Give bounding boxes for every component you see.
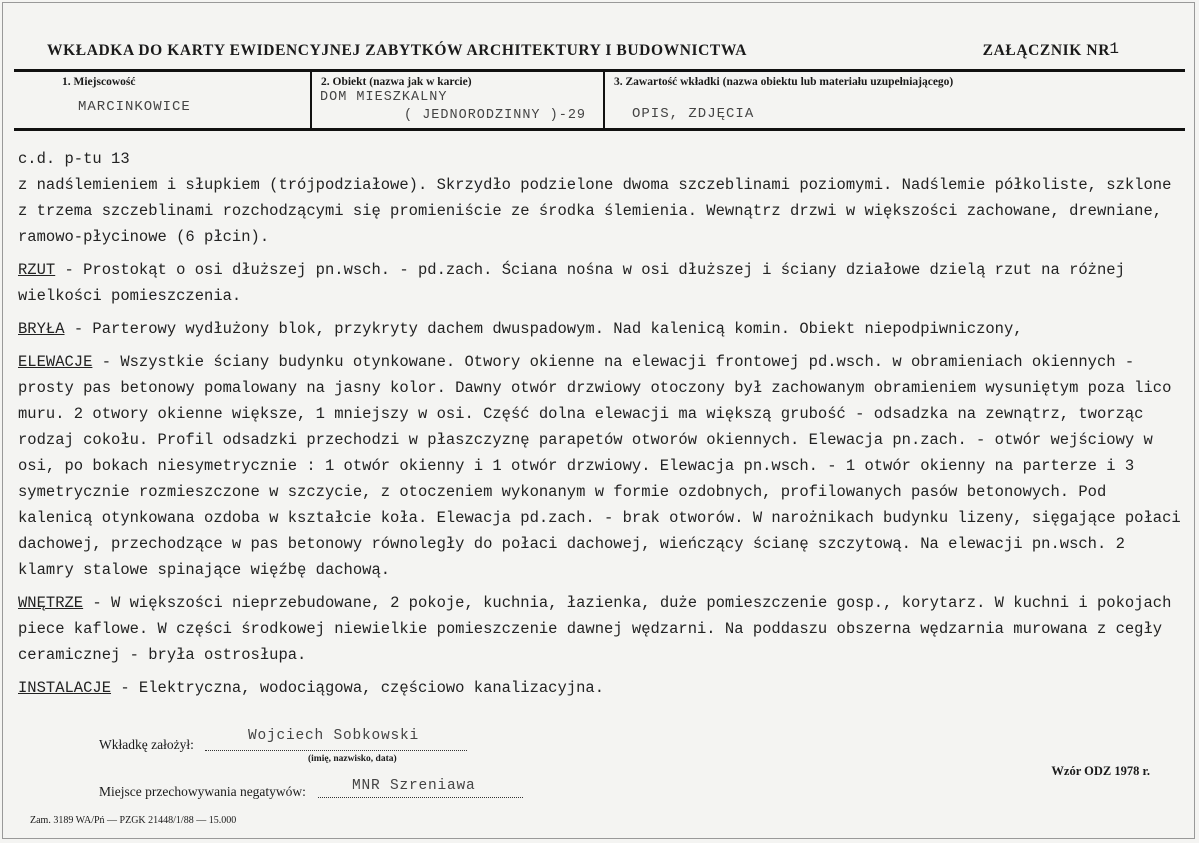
locality-value: MARCINKOWICE	[78, 99, 191, 115]
wnetrze-heading: WNĘTRZE	[18, 594, 84, 612]
description-body	[18, 146, 1188, 701]
author-dotline	[205, 750, 467, 751]
section-elewacje	[18, 349, 1188, 583]
locality-label: 1. Miejscowość	[62, 76, 136, 88]
continuation-note: c.d. p-tu 13	[18, 150, 130, 168]
author-hint: (imię, nazwisko, data)	[308, 754, 397, 764]
content-label: 3. Zawartość wkładki (nazwa obiektu lub materiału uzupełniającego)	[614, 76, 954, 88]
section-wnetrze	[18, 590, 1188, 668]
negatives-label: Miejsce przechowywania negatywów:	[99, 784, 306, 799]
section-rzut	[18, 257, 1188, 309]
section-instalacje	[18, 675, 1188, 701]
annex-label: ZAŁĄCZNIK NR	[982, 42, 1110, 59]
negatives-dotline	[318, 797, 523, 798]
bryla-heading: BRYŁA	[18, 320, 65, 338]
rzut-heading: RZUT	[18, 261, 56, 279]
fields-bottom-rule	[14, 128, 1185, 131]
wnetrze-text: - W większości nieprzebudowane, 2 pokoje, kuchnia, łazienka, duże pomieszczenie gosp., korytarz. W kuchni i pokojach piece kaflowe. W części środkowej niewielkie pomieszczenie dawnej wędzarni. Na poddaszu obszerna wędzarnia murowana z cegły ceramicznej - bryła ostrosłupa.	[18, 594, 1172, 664]
author-value: Wojciech Sobkowski	[248, 728, 420, 744]
instalacje-text: - Elektryczna, wodociągowa, częściowo kanalizacyjna.	[111, 679, 604, 697]
annex-number: 1	[1109, 40, 1119, 58]
document-title: WKŁADKA DO KARTY EWIDENCYJNEJ ZABYTKÓW ARCHITEKTURY I BUDOWNICTWA	[47, 42, 748, 59]
content-value: OPIS, ZDJĘCIA	[632, 106, 755, 122]
object-value-line2: ( JEDNORODZINNY )-29	[404, 108, 587, 123]
field-divider-1	[310, 72, 312, 129]
rzut-text: - Prostokąt o osi dłuższej pn.wsch. - pd.zach. Ściana nośna w osi dłuższej i ściany działowe dzielą rzut na różnej wielkości pomieszczenia.	[18, 261, 1125, 305]
header-rule	[14, 69, 1185, 72]
section-bryla	[18, 316, 1188, 342]
elewacje-text: - Wszystkie ściany budynku otynkowane. Otwory okienne na elewacji frontowej pd.wsch. w obramieniach okiennych - prosty pas betonowy pomalowany na jasny kolor. Dawny otwór drzwiowy otoczony był zachowanym obramieniem wysuniętym poza lico muru. 2 otwory okienne większe, 1 mniejszy w osi. Część dolna elewacji ma większą grubość - odsadzka na zewnątrz, tworząc rodzaj cokołu. Profil odsadzki przechodzi w płaszczyznę parapetów otworów okiennych. Elewacja pn.zach. - otwór wejściowy w osi, po bokach niesymetrycznie : 1 otwór okienny i 1 otwór drzwiowy. Elewacja pn.wsch. - 1 otwór okienny na parterze i 3 symetrycznie rozmieszczone w szczycie, z otoczeniem wykonanym w formie ozdobnych, profilowanych pasów betonowych. Pod kalenicą otynkowana ozdoba w kształcie koła. Elewacja pd.zach. - brak otworów. W narożnikach budynku lizeny, sięgające połaci dachowej, przechodzące w pas betonowy równoległy do połaci dachowej, wieńczący ścianę szczytową. Na elewacji pn.wsch. 2 klamry stalowe spinające więźbę dachową.	[18, 353, 1181, 579]
form-id: Wzór ODZ 1978 r.	[1051, 764, 1150, 778]
author-label: Wkładkę założył:	[99, 737, 194, 752]
object-label: 2. Obiekt (nazwa jak w karcie)	[321, 76, 472, 88]
elewacje-heading: ELEWACJE	[18, 353, 93, 371]
field-divider-2	[603, 72, 605, 129]
print-info: Zam. 3189 WA/Pń — PZGK 21448/1/88 — 15.000	[30, 815, 237, 826]
bryla-text: - Parterowy wydłużony blok, przykryty dachem dwuspadowym. Nad kalenicą komin. Obiekt niepodpiwniczony,	[64, 320, 1023, 338]
paragraph-doors: z nadślemieniem i słupkiem (trójpodziałowe). Skrzydło podzielone dwoma szczeblinami poziomymi. Nadślemie półkoliste, szklone z trzema szczeblinami rozchodzącymi się promieniście ze środka ślemienia. Wewnątrz drzwi w większości zachowane, drewniane, ramowo-płycinowe (6 płcin).	[18, 176, 1172, 246]
object-value-line1: DOM MIESZKALNY	[320, 90, 448, 105]
instalacje-heading: INSTALACJE	[18, 679, 112, 697]
negatives-value: MNR Szreniawa	[352, 778, 476, 794]
